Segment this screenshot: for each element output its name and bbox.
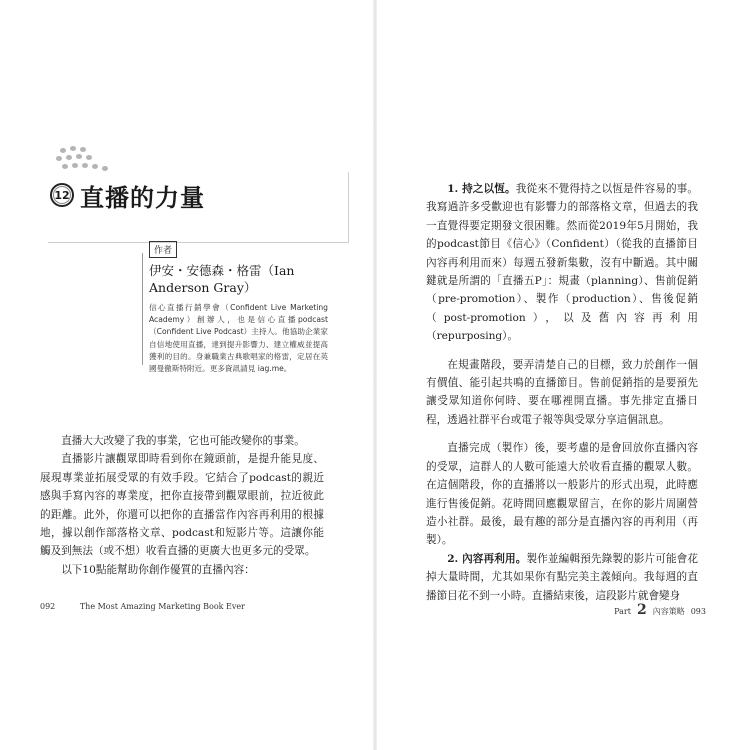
author-box [146, 237, 328, 375]
page-number: 093 [690, 607, 706, 616]
tip-heading: 2. 內容再利用。 [447, 552, 527, 565]
paragraph: 直播影片讓觀眾即時看到你在鏡頭前，是提升能見度、展現專業並拓展受眾的有效手段。它結合了podcast的親近感與手寫內容的專業度，把你直接帶到觀眾眼前，拉近彼此的距離。此外，你還可以把你的直播當作內容再利用的根據地，據以創作部落格文章、podcast和短影片等。這讓你能觸及到無法（或不想）收看直播的更廣大也更多元的受眾。 [40, 453, 324, 558]
paragraph: 2. 內容再利用。製作並編輯預先錄製的影片可能會花掉大量時間，尤其如果你有點完美主義傾向。我每週的直播節目花不到一小時。直播結束後，這段影片就會變身 [426, 552, 698, 602]
author-tag: 作者 [149, 241, 177, 258]
left-footer [40, 602, 245, 611]
right-body-text [426, 180, 698, 605]
left-body-text [40, 432, 324, 579]
book-gutter [373, 0, 377, 750]
author-bio: 信心直播行銷學會（Confident Live Marketing Academy）創辦人，也是信心直播podcast（Confident Live Podcast）主持人。他協助企業家自信地使用直播，達到提升影響力、建立權威並提高獲利的目的。身兼職業古典歌唱家的格雷，定居在英國曼徹斯特附近。更多資訊請見 iag.me。 [149, 303, 328, 374]
part-label: Part [614, 607, 631, 616]
right-footer [614, 602, 706, 618]
author-name: 伊安・安德森・格雷（Ian Anderson Gray） [149, 263, 295, 295]
paragraph: 直播完成（製作）後，要考慮的是會回放你直播內容的受眾，這群人的人數可能遠大於收看直播的觀眾人數。在這個階段，你的直播將以一般影片的形式出現，此時應進行售後促銷。花時間回應觀眾留言，在你的影片周圍營造小社群。最後，最有趣的部分是直播內容的再利用（再製）。 [426, 442, 698, 547]
paragraph: 以下10點能幫助你創作優質的直播內容： [61, 563, 255, 576]
paragraph: 在規畫階段，要弄清楚自己的目標，致力於創作一個有價值、能引起共鳴的直播節目。售前促銷指的是要預先讓受眾知道你何時、要在哪裡開直播。事先排定直播日程，透過社群平台或電子報等與受眾分享這個訊息。 [426, 358, 698, 426]
book-title: The Most Amazing Marketing Book Ever [79, 602, 245, 611]
part-number: 2 [636, 602, 647, 618]
paragraph: 直播大大改變了我的事業，它也可能改變你的事業。 [61, 435, 305, 447]
author-divider [142, 253, 143, 365]
paragraph: 1. 持之以恆。我從來不覺得持之以恆是件容易的事。我寫過許多受歡迎也有影響力的部落格文章，但過去的我一直覺得要定期發文很困難。然而從2019年5月開始，我的podcast節目《信心》（Confident）（從我的直播節目內容再利用而來）每週五發新集數，沒有中斷過。其中關鍵就是所謂的「直播五P」：規畫（planning）、售前促銷（pre-promotion）、製作（production）、售後促銷（post-promotion），以及舊內容再利用（repurposing）。 [426, 183, 699, 343]
chapter-number-badge: 12 [50, 183, 74, 207]
tip-heading: 1. 持之以恆。 [447, 183, 516, 195]
page-number: 092 [40, 602, 56, 611]
chapter-title: 直播的力量 [80, 184, 205, 212]
part-title: 內容策略 [652, 607, 685, 616]
